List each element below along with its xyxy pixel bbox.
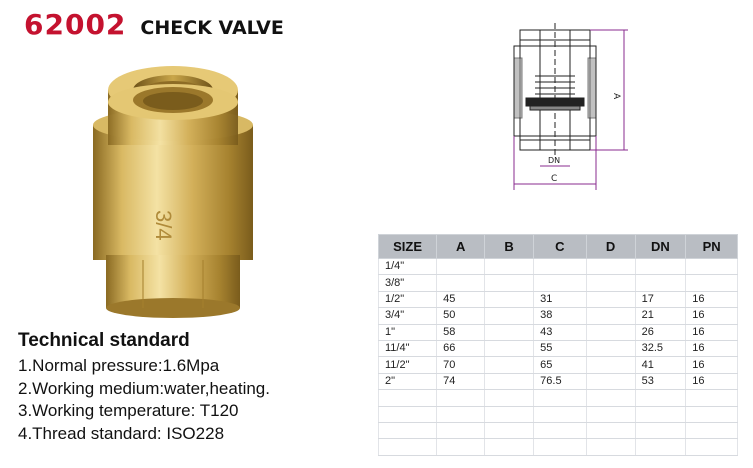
table-cell: 53 <box>635 373 686 389</box>
table-cell: 3/4" <box>379 308 437 324</box>
valve-photo <box>88 50 258 320</box>
section-drawing <box>490 18 640 198</box>
table-cell <box>437 406 485 422</box>
spec-header-row <box>379 235 738 259</box>
table-cell <box>586 357 635 373</box>
svg-text:3/4: 3/4 <box>151 210 176 241</box>
table-cell <box>437 259 485 275</box>
product-header <box>24 8 284 41</box>
table-row <box>379 291 738 307</box>
table-cell <box>379 422 437 438</box>
table-cell <box>586 259 635 275</box>
table-cell: 1/4" <box>379 259 437 275</box>
table-cell <box>635 422 686 438</box>
table-cell <box>586 422 635 438</box>
table-cell <box>686 406 738 422</box>
table-cell <box>635 275 686 291</box>
table-cell <box>485 373 534 389</box>
table-row <box>379 422 738 438</box>
table-cell: 65 <box>534 357 586 373</box>
table-row <box>379 324 738 340</box>
table-cell <box>586 275 635 291</box>
table-cell: 3/8" <box>379 275 437 291</box>
table-cell: 32.5 <box>635 340 686 356</box>
table-cell: 38 <box>534 308 586 324</box>
table-cell <box>686 275 738 291</box>
table-cell <box>635 259 686 275</box>
col-a: A <box>437 235 485 259</box>
table-cell: 2" <box>379 373 437 389</box>
table-cell <box>485 390 534 406</box>
table-cell: 16 <box>686 308 738 324</box>
table-row <box>379 340 738 356</box>
table-cell <box>586 324 635 340</box>
table-row <box>379 308 738 324</box>
table-cell: 16 <box>686 340 738 356</box>
table-cell: 41 <box>635 357 686 373</box>
table-cell <box>437 439 485 455</box>
dim-label-c: C <box>551 174 558 184</box>
table-cell: 21 <box>635 308 686 324</box>
table-cell <box>586 340 635 356</box>
table-cell: 16 <box>686 324 738 340</box>
col-pn: PN <box>686 235 738 259</box>
table-cell <box>586 406 635 422</box>
table-cell: 76.5 <box>534 373 586 389</box>
table-cell <box>635 390 686 406</box>
table-cell: 50 <box>437 308 485 324</box>
technical-standard <box>18 330 270 445</box>
table-cell: 70 <box>437 357 485 373</box>
table-cell <box>534 439 586 455</box>
tech-line-temperature: 3.Working temperature: T120 <box>18 401 239 420</box>
table-cell <box>485 308 534 324</box>
table-cell <box>586 439 635 455</box>
table-cell: 11/2" <box>379 357 437 373</box>
table-cell: 74 <box>437 373 485 389</box>
table-cell: 55 <box>534 340 586 356</box>
table-cell <box>586 308 635 324</box>
table-row <box>379 390 738 406</box>
col-size: SIZE <box>379 235 437 259</box>
table-cell <box>534 422 586 438</box>
table-cell <box>485 406 534 422</box>
table-cell: 66 <box>437 340 485 356</box>
table-cell <box>485 291 534 307</box>
table-cell: 1" <box>379 324 437 340</box>
table-cell: 11/4" <box>379 340 437 356</box>
table-cell <box>686 390 738 406</box>
table-cell <box>379 406 437 422</box>
col-d: D <box>586 235 635 259</box>
table-cell <box>379 439 437 455</box>
table-cell: 31 <box>534 291 586 307</box>
table-cell <box>379 390 437 406</box>
table-row <box>379 357 738 373</box>
table-cell <box>437 275 485 291</box>
table-cell <box>485 439 534 455</box>
table-cell <box>485 357 534 373</box>
table-row <box>379 259 738 275</box>
table-row <box>379 406 738 422</box>
table-cell <box>534 259 586 275</box>
table-cell: 45 <box>437 291 485 307</box>
table-cell <box>485 340 534 356</box>
table-cell: 26 <box>635 324 686 340</box>
table-cell <box>586 390 635 406</box>
table-cell <box>437 422 485 438</box>
table-cell <box>686 439 738 455</box>
table-cell: 1/2" <box>379 291 437 307</box>
table-row <box>379 439 738 455</box>
table-cell <box>534 406 586 422</box>
table-cell <box>635 406 686 422</box>
col-c: C <box>534 235 586 259</box>
col-b: B <box>485 235 534 259</box>
table-cell <box>686 422 738 438</box>
table-cell: 16 <box>686 357 738 373</box>
dim-label-dn: DN <box>548 156 561 165</box>
table-cell <box>635 439 686 455</box>
table-cell <box>686 259 738 275</box>
table-cell: 16 <box>686 373 738 389</box>
technical-title: Technical standard <box>18 330 190 351</box>
spec-table <box>378 234 738 456</box>
dim-label-a: A <box>611 93 621 100</box>
tech-line-pressure: 1.Normal pressure:1.6Mpa <box>18 356 220 375</box>
table-cell: 43 <box>534 324 586 340</box>
table-cell: 58 <box>437 324 485 340</box>
product-name: CHECK VALVE <box>140 17 284 39</box>
table-cell <box>485 259 534 275</box>
table-cell: 16 <box>686 291 738 307</box>
tech-line-medium: 2.Working medium:water,heating. <box>18 378 270 398</box>
model-number: 62002 <box>24 8 127 41</box>
table-row <box>379 373 738 389</box>
table-cell <box>534 275 586 291</box>
table-cell: 17 <box>635 291 686 307</box>
table-cell <box>437 390 485 406</box>
spec-body <box>379 259 738 456</box>
table-cell <box>485 422 534 438</box>
table-cell <box>485 324 534 340</box>
col-dn: DN <box>635 235 686 259</box>
table-cell <box>485 275 534 291</box>
table-cell <box>586 373 635 389</box>
table-cell <box>534 390 586 406</box>
table-cell <box>586 291 635 307</box>
table-row <box>379 275 738 291</box>
tech-line-thread: 4.Thread standard: ISO228 <box>18 423 225 443</box>
